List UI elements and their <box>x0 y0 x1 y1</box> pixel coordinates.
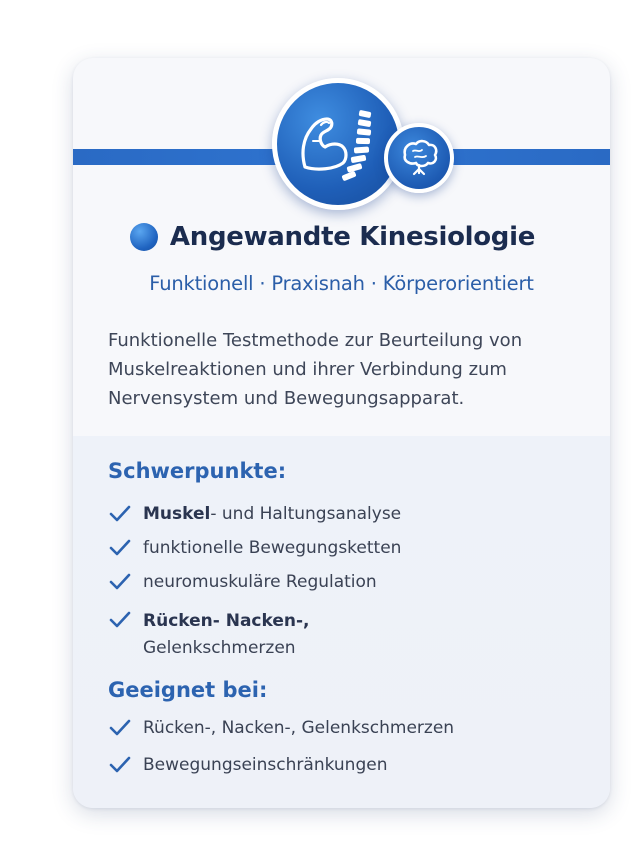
blue-dot-icon <box>130 223 158 251</box>
focus-heading: Schwerpunkte: <box>108 459 287 483</box>
list-item <box>108 753 588 777</box>
list-item-text: funktionelle Bewegungsketten <box>143 538 402 558</box>
focus-list <box>108 502 588 662</box>
list-item-bold: Rücken- Nacken-, <box>143 611 310 631</box>
list-item <box>108 608 588 662</box>
list-item <box>108 536 588 560</box>
list-item-text: neuromuskuläre Regulation <box>143 572 377 592</box>
list-item <box>108 502 588 526</box>
check-icon <box>108 717 132 739</box>
check-icon <box>108 503 132 525</box>
suitable-list <box>108 716 588 777</box>
list-item-text: - und Haltungsanalyse <box>210 504 402 524</box>
list-item <box>108 570 588 594</box>
list-item <box>108 716 588 740</box>
list-item-text: Rücken-, Nacken-, Gelenkschmerzen <box>143 718 455 738</box>
muscle-spine-icon <box>272 78 404 210</box>
check-icon <box>108 571 132 593</box>
check-icon <box>108 609 132 631</box>
check-icon <box>108 537 132 559</box>
suitable-heading: Geeignet bei: <box>108 678 268 702</box>
list-item-text: Gelenkschmerzen <box>143 638 296 658</box>
card-subtitle: Funktionell · Praxisnah · Körperorientiert <box>149 272 534 295</box>
list-item-text: Bewegungseinschränkungen <box>143 755 388 775</box>
card-description: Funktionelle Testmethode zur Beurteilung von Muskelreaktionen und ihrer Verbindung zum Nervensystem und Bewegungsapparat. <box>108 330 523 409</box>
check-icon <box>108 754 132 776</box>
info-card <box>73 58 610 808</box>
list-item-bold: Muskel <box>143 504 211 524</box>
title-row <box>73 222 610 252</box>
brain-nerve-icon <box>384 123 454 193</box>
card-title: Angewandte Kinesiologie <box>169 222 536 252</box>
